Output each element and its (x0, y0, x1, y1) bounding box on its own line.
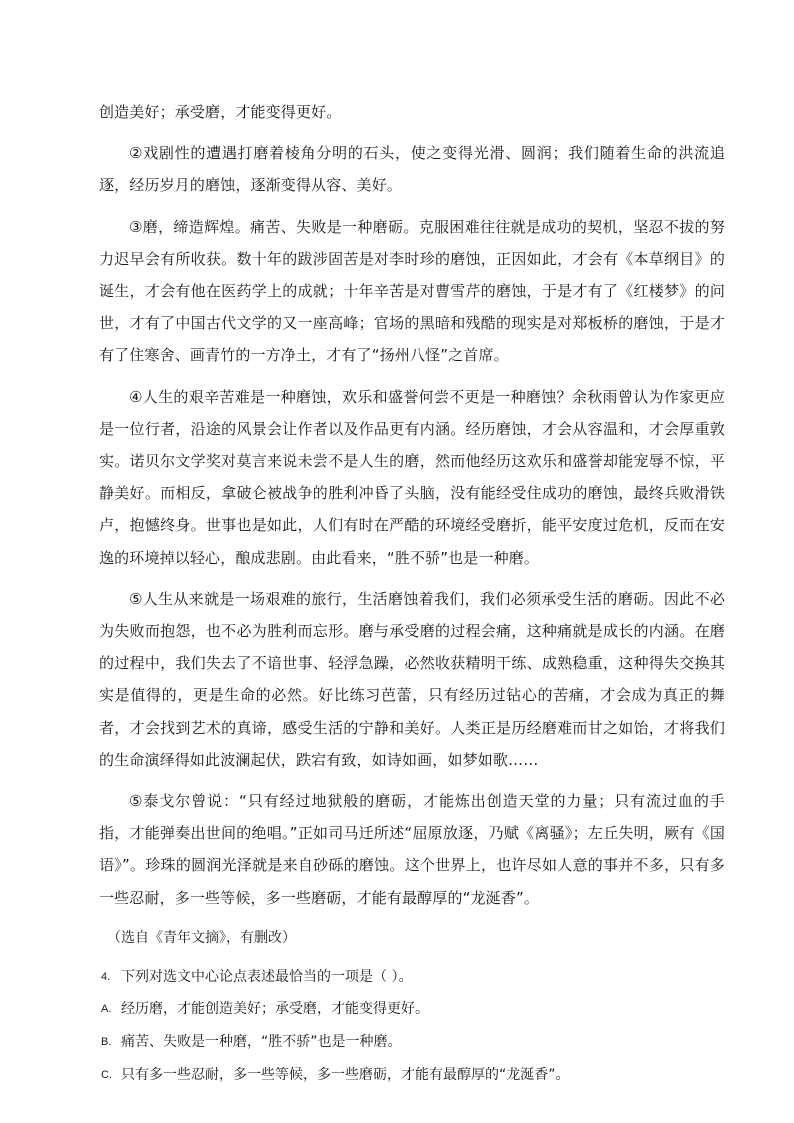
question-number: 4. (101, 970, 111, 983)
question-4 (99, 961, 725, 993)
option-text: 只有多一些忍耐，多一些等候，多一些磨砺，才能有最醇厚的“龙涎香”。 (121, 1066, 570, 1083)
document-body (99, 96, 725, 1092)
option-letter: C. (101, 1068, 112, 1081)
paragraph-6: ⑤泰戈尔曾说：“只有经过地狱般的磨砺，才能炼出创造天堂的力量；只有流过血的手指，才能弹奏出世间的绝唱。”正如司马迁所述“屈原放逐，乃赋《离骚》；左丘失明，厥有《国语》”。珍珠的圆润光泽就是来自砂砾的磨蚀。这个世界上，也许尽如人意的事并不多，只有多一些忍耐，多一些等候，多一些磨砺，才能有最醇厚的“龙涎香”。 (99, 792, 725, 907)
paragraph-continuation: 创造美好；承受磨，才能变得更好。 (99, 103, 342, 121)
source-citation: （选自《青年文摘》，有删改） (107, 929, 296, 946)
option-letter: B. (101, 1035, 112, 1048)
option-text: 痛苦、失败是一种磨，“胜不骄”也是一种磨。 (121, 1033, 402, 1050)
option-c (99, 1059, 725, 1092)
option-a (99, 993, 725, 1026)
paragraph-3: ③磨，缔造辉煌。痛苦、失败是一种磨砺。克服困难往往就是成功的契机，坚忍不拔的努力迟早会有所收获。数十年的跋涉固苦是对李时珍的磨蚀，正因如此，才会有《本草纲目》的诞生，才会有他在医药学上的成就；十年辛苦是对曹雪芹的磨蚀，于是才有了《红楼梦》的问世，才有了中国古代文学的又一座高峰；官场的黑暗和残酷的现实是对郑板桥的磨蚀，于是才有了住寒舍、画青竹的一方净土，才有了“扬州八怪”之首席。 (99, 217, 725, 365)
option-b (99, 1026, 725, 1059)
option-text: 经历磨，才能创造美好；承受磨，才能变得更好。 (121, 1000, 429, 1017)
paragraph-4: ④人生的艰辛苦难是一种磨蚀，欢乐和盛誉何尝不更是一种磨蚀？余秋雨曾认为作家更应是一位行者，沿途的风景会让作者以及作品更有内涵。经历磨蚀，才会从容温和，才会厚重敦实。诺贝尔文学奖对莫言来说未尝不是人生的磨，然而他经历这欢乐和盛誉却能宠辱不惊，平静美好。而相反，拿破仑被战争的胜利冲昏了头脑，没有能经受住成功的磨蚀，最终兵败滑铁卢，抱憾终身。世事也是如此，人们有时在严酷的环境经受磨折，能平安度过危机，反而在安逸的环境掉以轻心，酿成悲剧。由此看来，“胜不骄”也是一种磨。 (99, 387, 725, 567)
option-letter: A. (101, 1002, 112, 1015)
question-text: 下列对选文中心论点表述最恰当的一项是（ ）。 (121, 968, 413, 985)
paragraph-2: ②戏剧性的遭遇打磨着棱角分明的石头，使之变得光滑、圆润；我们随着生命的洪流追逐，经历岁月的磨蚀，逐渐变得从容、美好。 (99, 144, 725, 195)
paragraph-5: ⑤人生从来就是一场艰难的旅行，生活磨蚀着我们，我们必须承受生活的磨砺。因此不必为失败而抱怨，也不必为胜利而忘形。磨与承受磨的过程会痛，这种痛就是成长的内涵。在磨的过程中，我们失去了不谙世事、轻浮急躁，必然收获精明干练、成熟稳重，这种得失交换其实是值得的，更是生命的必然。好比练习芭蕾，只有经历过钻心的苦痛，才会成为真正的舞者，才会找到艺术的真谛，感受生活的宁静和美好。人类正是历经磨难而甘之如饴，才将我们的生命演绎得如此波澜起伏，跌宕有致，如诗如画，如梦如歌…… (99, 589, 725, 769)
